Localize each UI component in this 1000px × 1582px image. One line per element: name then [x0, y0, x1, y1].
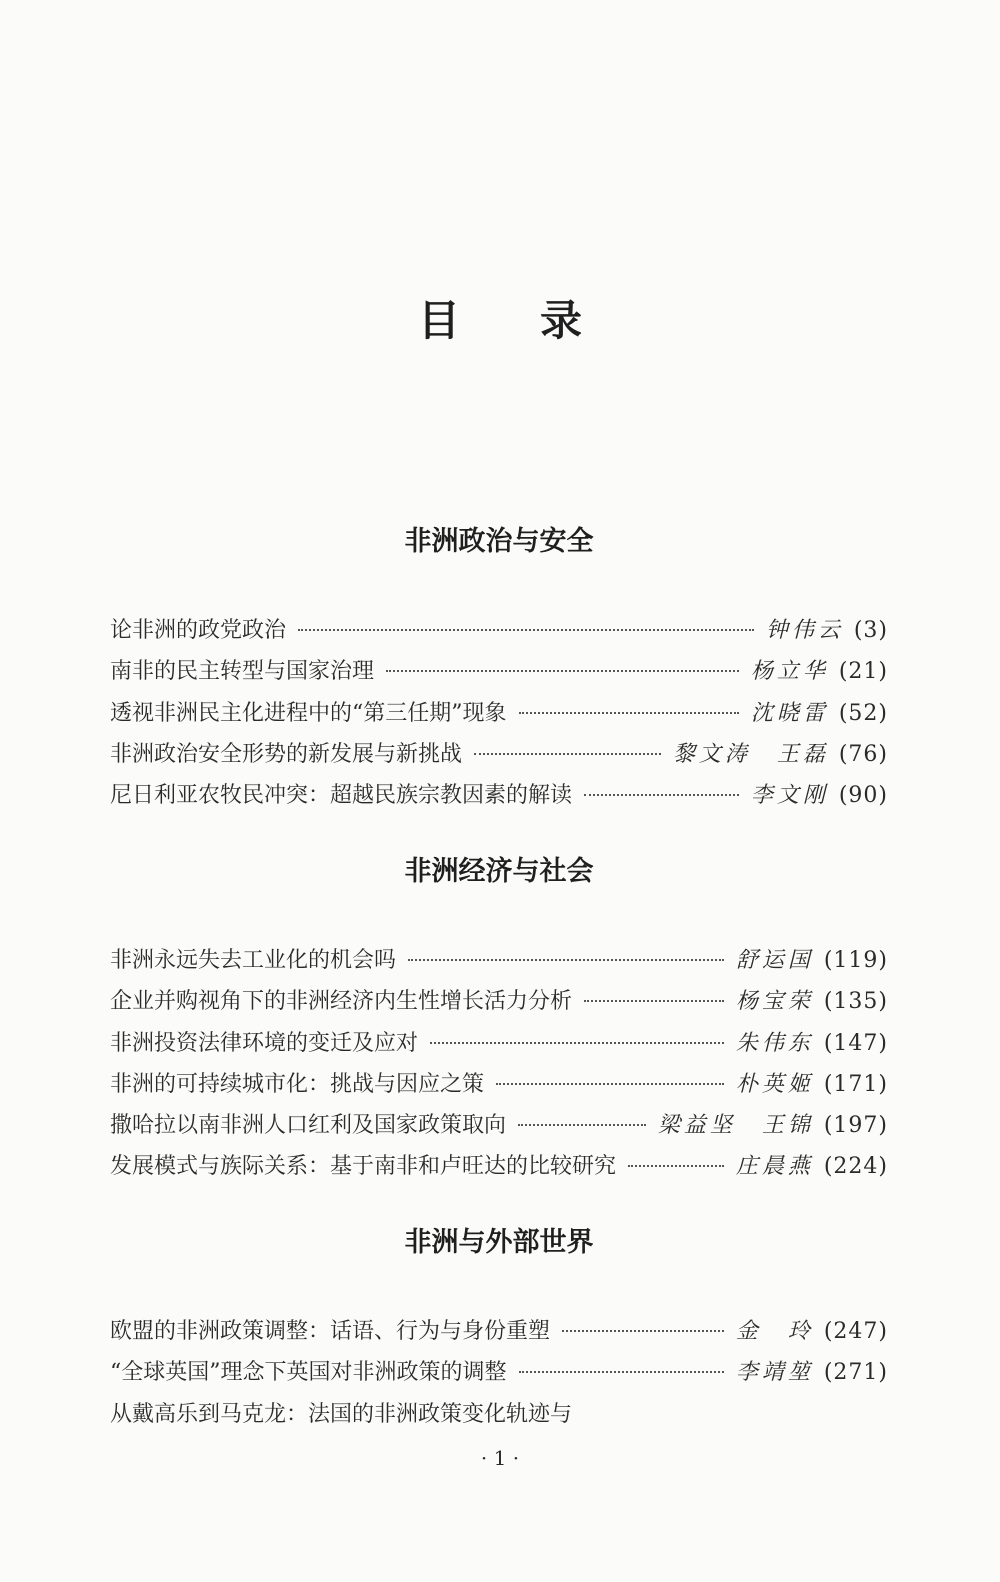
entry-title: 论非洲的政党政治 [110, 618, 287, 643]
toc-entry[interactable] [110, 981, 888, 1022]
dot-leader [562, 1330, 724, 1332]
entry-author: 朴英姬 [735, 1071, 814, 1097]
page-title-char-2: 录 [540, 296, 583, 345]
toc-section-economy [110, 852, 888, 1188]
entry-author: 舒运国 [735, 948, 814, 973]
toc-entry[interactable] [110, 651, 888, 692]
entry-author: 黎文涛 王磊 [672, 741, 829, 767]
entry-author: 金 玲 [735, 1319, 814, 1344]
toc-entry[interactable] [110, 1105, 888, 1146]
entry-title: 南非的民主转型与国家治理 [110, 659, 375, 685]
entry-title: 企业并购视角下的非洲经济内生性增长活力分析 [110, 989, 573, 1015]
dot-leader [430, 1042, 724, 1044]
dot-leader [518, 1124, 646, 1126]
page-number: · 1 · [480, 1446, 520, 1470]
entry-author: 杨宝荣 [735, 989, 814, 1015]
entry-author: 沈晓雷 [750, 700, 829, 726]
entry-author: 庄晨燕 [735, 1154, 814, 1180]
page-title [0, 288, 1000, 348]
entry-page: (90) [838, 783, 888, 809]
section-heading: 非洲经济与社会 [404, 856, 594, 887]
entry-title: 欧盟的非洲政策调整：话语、行为与身份重塑 [110, 1319, 551, 1344]
entry-title: 非洲的可持续城市化：挑战与因应之策 [110, 1071, 485, 1097]
entry-title: 撒哈拉以南非洲人口红利及国家政策取向 [110, 1113, 507, 1139]
toc-entry[interactable] [110, 1311, 888, 1352]
toc-entry[interactable] [110, 940, 888, 981]
dot-leader [298, 629, 754, 631]
toc-section-politics [110, 522, 888, 816]
entry-page: (76) [838, 741, 888, 767]
dot-leader [519, 1371, 724, 1373]
section-heading: 非洲政治与安全 [404, 526, 594, 557]
entry-title: 非洲永远失去工业化的机会吗 [110, 948, 397, 973]
dot-leader [584, 1000, 724, 1002]
entry-page: (224) [823, 1154, 888, 1180]
dot-leader [628, 1165, 724, 1167]
entry-title: 非洲政治安全形势的新发展与新挑战 [110, 741, 463, 767]
toc-entry[interactable] [110, 1352, 888, 1393]
entry-title: 透视非洲民主化进程中的“第三任期”现象 [110, 700, 507, 726]
entry-author: 钟伟云 [765, 618, 844, 643]
dot-leader [474, 753, 661, 755]
entry-title: 非洲投资法律环境的变迁及应对 [110, 1030, 419, 1056]
entry-author: 梁益坚 王锦 [657, 1113, 814, 1139]
entry-page: (197) [823, 1113, 888, 1139]
dot-leader [519, 712, 739, 714]
entry-title: “全球英国”理念下英国对非洲政策的调整 [110, 1360, 507, 1386]
entry-author: 李靖堃 [735, 1360, 814, 1386]
entry-author: 朱伟东 [735, 1030, 814, 1056]
toc-entry[interactable] [110, 693, 888, 734]
entry-page: (21) [838, 659, 888, 685]
entry-page: (171) [823, 1071, 888, 1097]
toc-entry[interactable] [110, 1023, 888, 1064]
entry-author: 杨立华 [750, 659, 829, 685]
entry-page: (271) [823, 1360, 888, 1386]
entry-page: (147) [823, 1030, 888, 1056]
entry-title: 尼日利亚农牧民冲突：超越民族宗教因素的解读 [110, 783, 573, 809]
toc-entry[interactable] [110, 734, 888, 775]
page-title-char-1: 目 [417, 296, 460, 345]
section-heading: 非洲与外部世界 [404, 1227, 594, 1258]
dot-leader [408, 959, 724, 961]
dot-leader [496, 1083, 724, 1085]
entry-author: 李文刚 [750, 783, 829, 809]
toc-entry[interactable] [110, 1146, 888, 1187]
toc-entry[interactable] [110, 775, 888, 816]
toc-entry[interactable] [110, 610, 888, 651]
entry-title: 发展模式与族际关系：基于南非和卢旺达的比较研究 [110, 1154, 617, 1180]
toc-entry[interactable] [110, 1394, 888, 1435]
entry-page: (3) [853, 618, 888, 643]
entry-page: (119) [823, 948, 888, 973]
entry-page: (52) [838, 700, 888, 726]
entry-title: 从戴高乐到马克龙：法国的非洲政策变化轨迹与 [110, 1401, 573, 1427]
dot-leader [386, 670, 739, 672]
toc-entry[interactable] [110, 1064, 888, 1105]
entry-page: (135) [823, 989, 888, 1015]
dot-leader [584, 794, 739, 796]
toc-section-external [110, 1223, 888, 1435]
entry-page: (247) [823, 1319, 888, 1344]
